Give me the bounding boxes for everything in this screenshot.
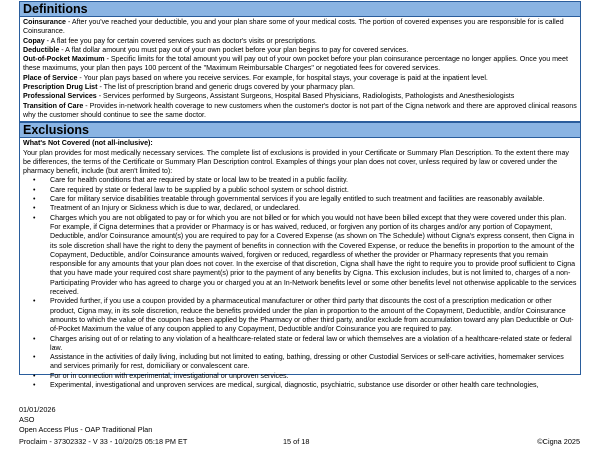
definition-text: - The list of prescription brand and generic drugs covered by your pharmacy plan. — [97, 83, 355, 92]
bullet-icon: • — [33, 298, 36, 306]
exclusion-item — [20, 381, 580, 390]
exclusion-item — [20, 353, 580, 372]
definition-term: Deductible — [23, 45, 60, 54]
definition-item — [23, 102, 577, 121]
definition-item — [23, 74, 577, 83]
definition-item — [23, 46, 577, 55]
bullet-icon: • — [33, 177, 36, 185]
definition-text: - Provides in-network health coverage to new customers when the customer's doctor is not part of the Cigna network and there are approved clinical reasons why the customer should continue to see the same doctor. — [23, 101, 577, 119]
definition-item — [23, 55, 577, 74]
exclusion-text: For or in connection with experimental, investigational or unproven services. — [50, 371, 289, 380]
exclusion-text: Provided further, if you use a coupon provided by a pharmaceutical manufacturer or other third party that discounts the cost of a prescription medication or other product, Cigna may, in its sole discretion, reduce the benefits provided under the plan in proportion to the amount of the Copayment, Deductible, and/or Coinsurance amounts to which the value of the coupon has been applied by the Pharmacy or other third party, and/or exclude from accumulation toward any plan Deductible or Out-of-Pocket Maximum the value of any coupon applied to any Copayment, Deductible and/or Coinsurance you are required to pay. — [50, 297, 574, 334]
exclusion-text: Assistance in the activities of daily living, including but not limited to eating, bathing, dressing or other Custodial Services or self-care activities, homemaker services and services primarily for rest, domiciliary or convalescent care. — [50, 353, 564, 371]
definition-item — [23, 37, 577, 46]
definition-text: - After you've reached your deductible, you and your plan share some of your medical costs. The portion of covered expenses you are responsible for is called Coinsurance. — [23, 18, 564, 36]
exclusions-subheading: What's Not Covered (not all-inclusive): — [23, 139, 153, 148]
exclusion-item — [20, 297, 580, 334]
exclusion-text: Experimental, investigational and unproven services are medical, surgical, diagnostic, psychiatric, substance use disorder or other health care technologies, — [50, 380, 539, 389]
exclusion-text: Care for health conditions that are required by state or local law to be treated in a public facility. — [50, 176, 348, 185]
bullet-icon: • — [33, 186, 36, 194]
exclusions-intro: Your plan provides for most medically necessary services. The complete list of exclusions is provided in your Certificate or Summary Plan Description. To the extent there may be differences, the terms of the Certificate or Summary Plan Description control. Examples of things your plan does not cover, unless required by law or covered under the pharmacy benefit, include (but aren't limited to): — [23, 148, 569, 176]
exclusions-list — [20, 176, 580, 390]
bullet-icon: • — [33, 196, 36, 204]
bullet-icon: • — [33, 354, 36, 362]
footer-info — [19, 405, 581, 436]
definition-term: Coinsurance — [23, 18, 66, 26]
exclusion-text: Care for military service disabilities treatable through governmental services if you are legally entitled to such treatment and facilities are reasonably available. — [50, 195, 545, 204]
definitions-heading: Definitions — [19, 1, 581, 17]
bullet-icon: • — [33, 335, 36, 343]
exclusion-text: Charges arising out of or relating to any violation of a healthcare-related state or federal law or which themselves are a violation of a healthcare-related state or federal law. — [50, 334, 572, 352]
footer-copyright: ©Cigna 2025 — [537, 437, 580, 446]
exclusion-item — [20, 195, 580, 204]
definition-term: Copay — [23, 36, 45, 45]
exclusion-item — [20, 214, 580, 298]
benefit-summary-page — [19, 1, 581, 389]
exclusion-item — [20, 186, 580, 195]
footer-plan: Open Access Plus - OAP Traditional Plan — [19, 425, 153, 435]
exclusion-item — [20, 335, 580, 354]
definition-term: Place of Service — [23, 73, 78, 82]
footer-bar — [19, 437, 581, 447]
footer-date: 01/01/2026 — [19, 405, 56, 414]
exclusions-section — [19, 138, 581, 389]
definition-term: Professional Services — [23, 92, 97, 101]
bullet-icon: • — [33, 372, 36, 380]
exclusion-item — [20, 176, 580, 185]
definition-text: - A flat dollar amount you must pay out of your own pocket before your plan begins to pay for covered services. — [59, 45, 409, 54]
bullet-icon: • — [33, 205, 36, 213]
definition-item — [23, 18, 577, 37]
bullet-icon: • — [33, 381, 36, 389]
definition-term: Prescription Drug List — [23, 83, 98, 92]
definition-item — [23, 83, 577, 92]
exclusion-text: Charges which you are not obligated to pay or for which you are not billed or for which you would not have been billed except that they were covered under this plan. For example, if Cigna determines that a provider or Pharmacy is or has waived, reduced, or forgiven any portion of its charges and/or any portion of Copayment, Deductible, and/or Coinsurance amount(s) you are required to pay for a Covered Expense (as shown on The Schedule) without Cigna's express consent, then Cigna in its sole discretion shall have the right to deny the payment of benefits in connection with the Covered Expense, or reduce the benefits in proportion to the amount of the Copayment, Deductible, and/or Coinsurance amounts waived, forgiven or reduced, regardless of whether the provider or Pharmacy represents that you remain responsible for any amounts that your plan does not cover. In the exercise of that discretion, Cigna shall have the right to require you to provide proof sufficient to Cigna that you have made your required cost share payment(s) prior to the payment of any benefits by Cigna. This exclusion includes, but is not limited to, charges of a non-Participating Provider who has agreed to charge you or charged you at an In-Network benefits level or some other benefits level not otherwise applicable to the services received. — [50, 213, 577, 297]
definition-term: Out-of-Pocket Maximum — [23, 55, 105, 64]
exclusion-item — [20, 204, 580, 213]
footer-proclaim: Proclaim - 37302332 - V 33 - 10/20/25 05:18 PM ET — [19, 437, 188, 446]
exclusions-heading: Exclusions — [19, 122, 581, 138]
definition-item — [23, 92, 577, 101]
exclusion-text: Treatment of an Injury or Sickness which is due to war, declared, or undeclared. — [50, 204, 301, 213]
definitions-list — [19, 17, 581, 122]
definition-term: Transition of Care — [23, 101, 84, 110]
definition-text: - Your plan pays based on where you receive services. For example, for hospital stays, your coverage is paid at the inpatient level. — [77, 73, 488, 82]
footer-funding: ASO — [19, 415, 35, 425]
definition-text: - Specific limits for the total amount you will pay out of your own pocket before your plan coinsurance percentage no longer applies. Once you meet these maximums, your plan then pays 100 percent of the "Maximum Reimbursable Charges" or negotiated fees for covered services. — [23, 55, 568, 73]
bullet-icon: • — [33, 214, 36, 222]
footer-page-number: 15 of 18 — [283, 437, 310, 446]
exclusion-item — [20, 372, 580, 381]
definition-text: - A flat fee you pay for certain covered services such as doctor's visits or prescriptions. — [44, 36, 317, 45]
exclusion-text: Care required by state or federal law to be supplied by a public school system or school district. — [50, 185, 349, 194]
definition-text: - Services performed by Surgeons, Assistant Surgeons, Hospital Based Physicians, Radiologists, Pathologists and Anesthesiologists — [96, 92, 515, 101]
